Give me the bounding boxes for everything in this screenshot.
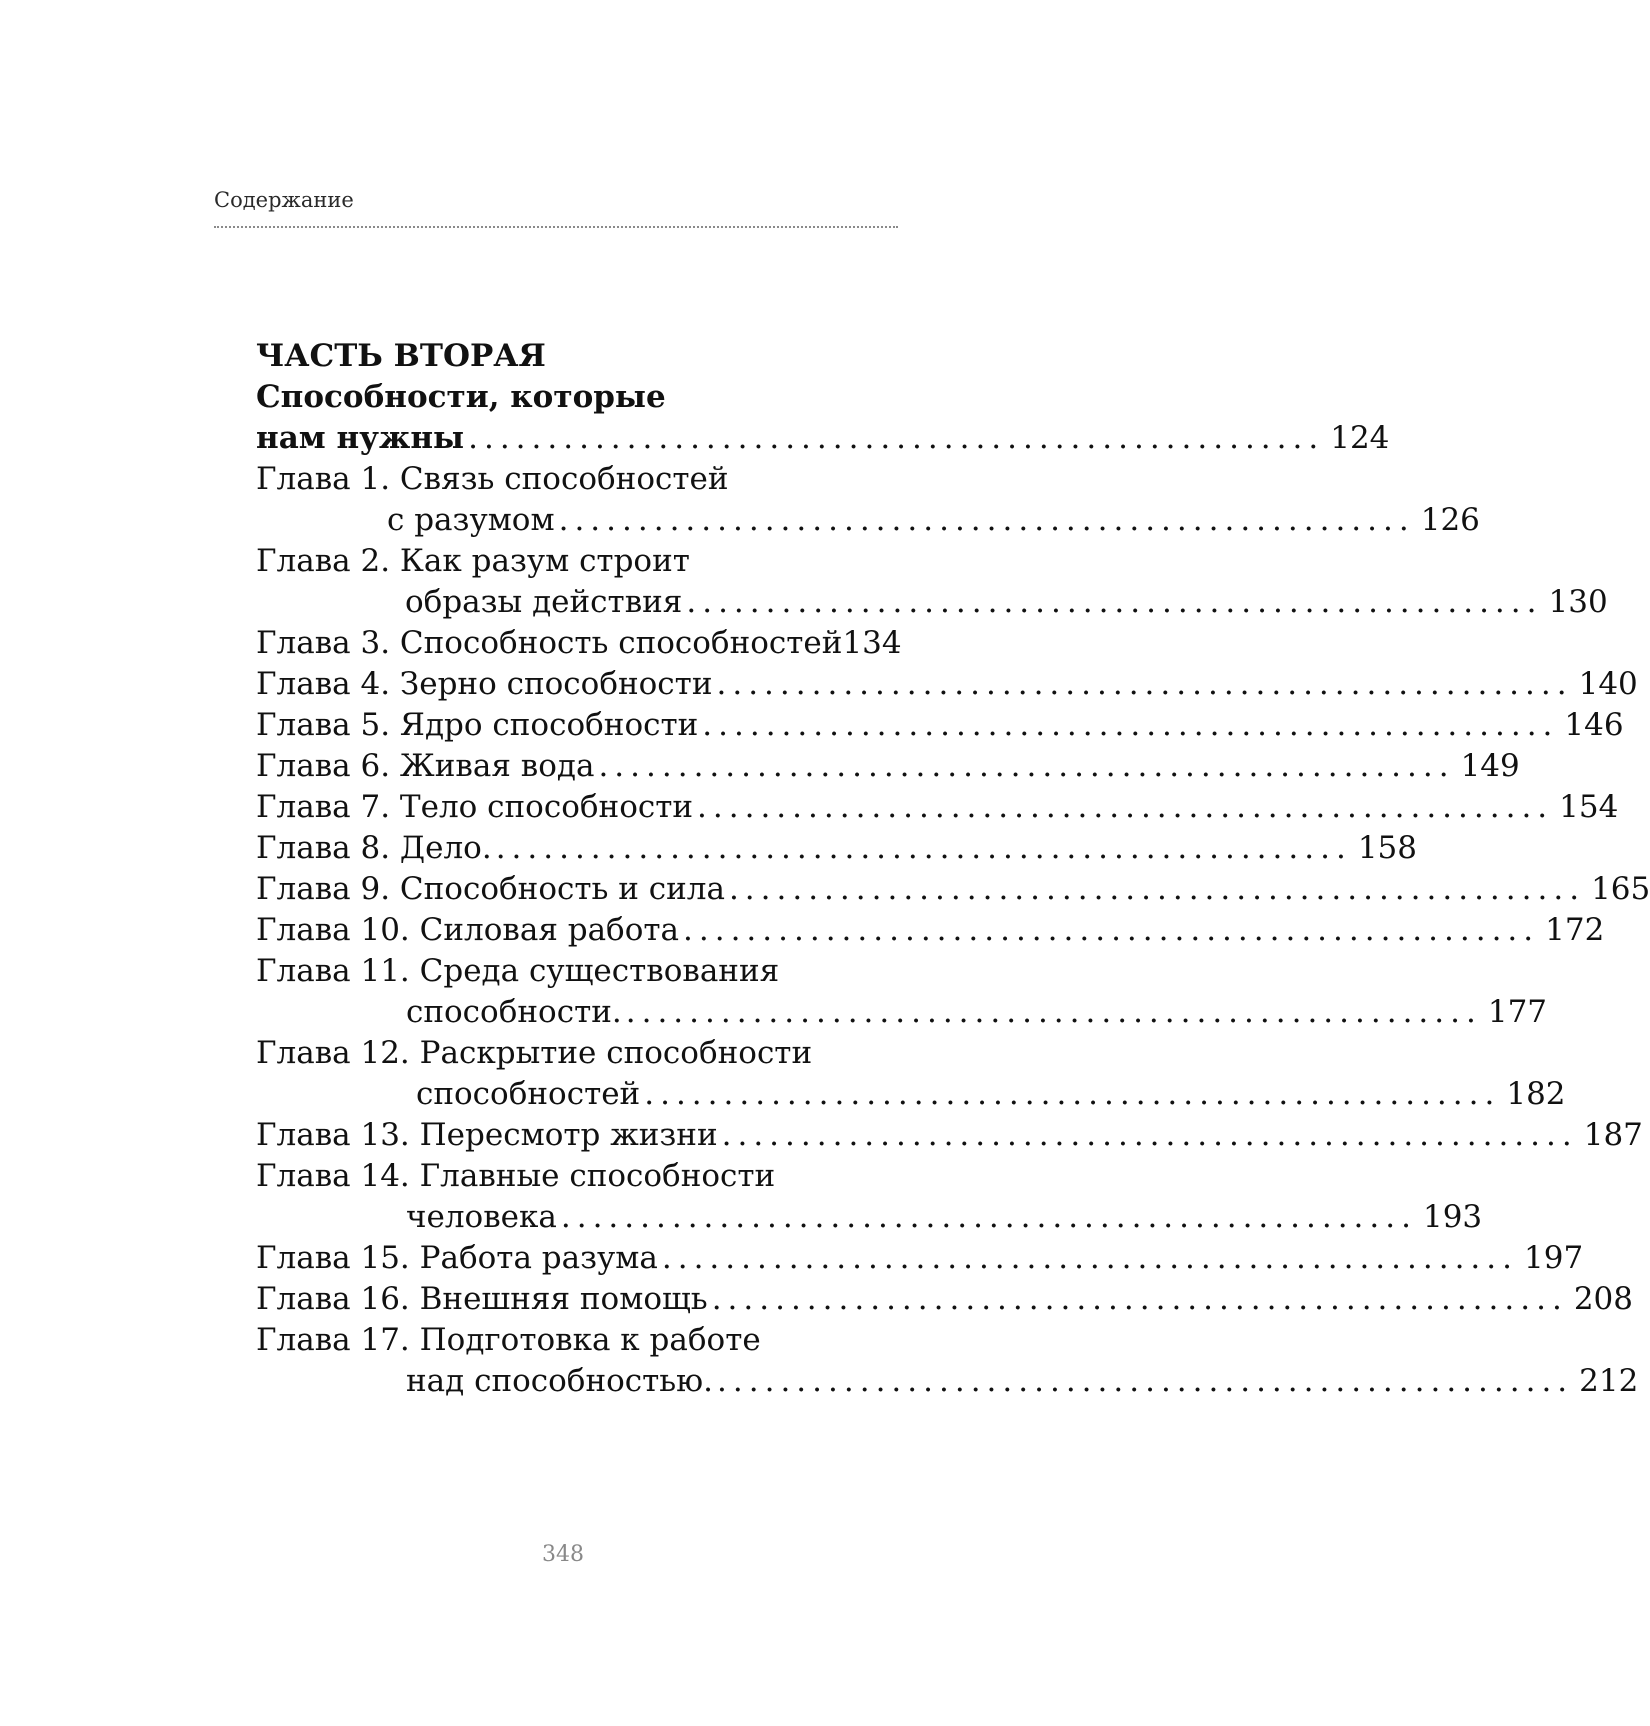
- toc-entry-chapter-7[interactable]: [256, 787, 1619, 828]
- toc-entry-chapter-13[interactable]: [256, 1115, 1643, 1156]
- running-head: Содержание: [214, 188, 354, 212]
- dot-leader: ......................................................: [558, 502, 1415, 538]
- toc-entry-chapter-5[interactable]: [256, 705, 1624, 746]
- dot-leader: ......................................................: [721, 1117, 1578, 1153]
- page-ref: 187: [1583, 1117, 1643, 1153]
- dot-leader: ......................................................: [683, 912, 1540, 948]
- dot-leader: ......................................................: [468, 420, 1325, 456]
- dot-leader: ......................................................: [598, 748, 1455, 784]
- dot-leader: ......................................................: [728, 871, 1586, 907]
- toc-entry-chapter-15[interactable]: [256, 1238, 1584, 1279]
- page-ref: 154: [1559, 789, 1619, 825]
- toc-entry-chapter-9[interactable]: [256, 869, 1650, 910]
- page-ref: 172: [1545, 912, 1605, 948]
- chapter-title-cont: над способностью.: [406, 1363, 714, 1399]
- page-ref: 177: [1487, 994, 1548, 1030]
- page-ref: 212: [1579, 1363, 1639, 1399]
- dot-leader: ......................................................: [716, 666, 1573, 702]
- dot-leader: ......................................................: [560, 1199, 1417, 1235]
- chapter-title: Глава 16. Внешняя помощь: [256, 1281, 708, 1317]
- part-title-line1: Способности, которые: [256, 379, 666, 415]
- chapter-title: Глава 5. Ядро способности: [256, 707, 699, 743]
- toc-entry-chapter-4[interactable]: [256, 664, 1638, 705]
- dot-leader: ......................................................: [702, 707, 1559, 743]
- page-ref: 193: [1422, 1199, 1483, 1235]
- toc-entry-chapter-2[interactable]: [256, 541, 1608, 623]
- part-label: ЧАСТЬ ВТОРАЯ: [256, 338, 546, 374]
- chapter-title: Глава 9. Способность и сила: [256, 871, 725, 907]
- page-ref: 149: [1460, 748, 1520, 784]
- dot-leader: ......................................................: [717, 1363, 1574, 1399]
- chapter-title: Глава 7. Тело способности: [256, 789, 694, 825]
- chapter-title-cont: способности.: [406, 994, 622, 1030]
- dot-leader: ......................................................: [661, 1240, 1518, 1276]
- page-ref: 134: [842, 625, 902, 661]
- chapter-title: Глава 13. Пересмотр жизни: [256, 1117, 718, 1153]
- page-ref: 165: [1591, 871, 1650, 907]
- page-number: 348: [542, 1542, 584, 1567]
- chapter-title: Глава 1. Связь способностей: [256, 461, 729, 497]
- page-ref: 130: [1548, 584, 1608, 620]
- chapter-title-cont: образы действия: [405, 584, 683, 620]
- page-ref: 126: [1420, 502, 1480, 538]
- chapter-title-cont: человека: [406, 1199, 557, 1235]
- chapter-title: Глава 11. Среда существования: [256, 953, 780, 989]
- toc-entry-chapter-3[interactable]: [256, 623, 902, 664]
- chapter-title: Глава 14. Главные способности: [256, 1158, 776, 1194]
- chapter-title: Глава 3. Способность способностей: [256, 625, 843, 661]
- chapter-title: Глава 6. Живая вода: [256, 748, 595, 784]
- page-ref: 124: [1330, 420, 1390, 456]
- chapter-title: Глава 2. Как разум строит: [256, 543, 690, 579]
- chapter-title: Глава 4. Зерно способности: [256, 666, 713, 702]
- toc-entry-chapter-8[interactable]: [256, 828, 1417, 869]
- table-of-contents: [256, 336, 1650, 1402]
- header-dotted-rule: [214, 226, 898, 228]
- chapter-title: Глава 12. Раскрытие способности: [256, 1035, 813, 1071]
- dot-leader: ......................................................: [495, 830, 1352, 866]
- chapter-title-cont: с разумом: [387, 502, 555, 538]
- toc-entry-chapter-14[interactable]: [256, 1156, 1483, 1238]
- part-title-line2: нам нужны: [256, 420, 465, 456]
- toc-entry-part[interactable]: [256, 418, 1390, 459]
- dot-leader: ......................................................: [686, 584, 1543, 620]
- toc-entry-chapter-1[interactable]: [256, 459, 1480, 541]
- chapter-title-cont: способностей: [416, 1076, 641, 1112]
- toc-entry-chapter-12[interactable]: [256, 1033, 1566, 1115]
- page-ref: 140: [1578, 666, 1638, 702]
- toc-entry-chapter-10[interactable]: [256, 910, 1605, 951]
- page-ref: 182: [1506, 1076, 1566, 1112]
- dot-leader: ......................................................: [644, 1076, 1501, 1112]
- toc-entry-chapter-6[interactable]: [256, 746, 1520, 787]
- chapter-title: Глава 8. Дело.: [256, 830, 492, 866]
- dot-leader: ......................................................: [711, 1281, 1568, 1317]
- page-ref: 158: [1357, 830, 1417, 866]
- page-ref: 197: [1524, 1240, 1584, 1276]
- toc-entry-chapter-17[interactable]: [256, 1320, 1639, 1402]
- dot-leader: ......................................................: [697, 789, 1554, 825]
- chapter-title: Глава 17. Подготовка к работе: [256, 1322, 761, 1358]
- dot-leader: ......................................................: [625, 994, 1482, 1030]
- page-ref: 146: [1564, 707, 1624, 743]
- toc-entry-chapter-11[interactable]: [256, 951, 1548, 1033]
- page-ref: 208: [1573, 1281, 1633, 1317]
- chapter-title: Глава 10. Силовая работа: [256, 912, 680, 948]
- chapter-title: Глава 15. Работа разума: [256, 1240, 658, 1276]
- toc-entry-chapter-16[interactable]: [256, 1279, 1633, 1320]
